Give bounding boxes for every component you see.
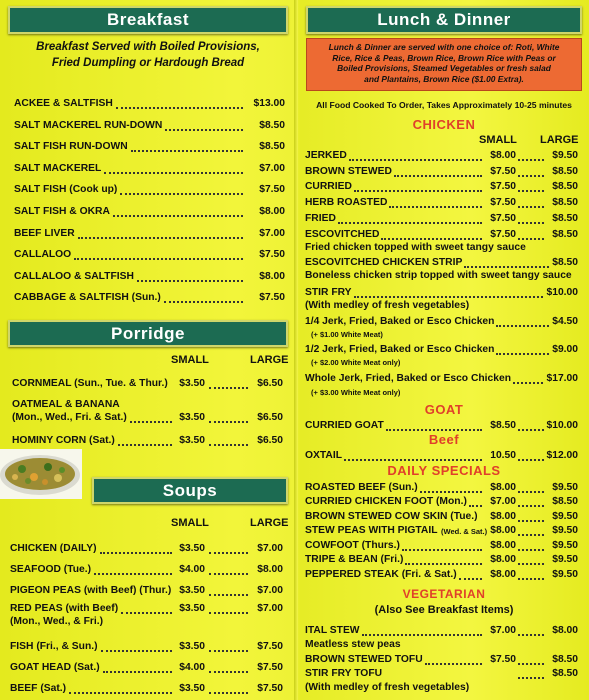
dot-leader <box>425 663 482 665</box>
porridge-item-large: $6.50 <box>257 435 283 446</box>
whole-note: (+ $3.00 White Meat only) <box>311 388 401 397</box>
chicken-item-small: $7.50 <box>490 213 516 224</box>
dot-leader <box>209 612 248 614</box>
chicken-small-label: SMALL <box>479 134 517 146</box>
dot-leader <box>338 222 482 224</box>
special-item-name: COWFOOT (Thurs.) <box>305 540 400 551</box>
dot-leader <box>518 549 544 551</box>
veg-item-name: STIR FRY TOFU <box>305 668 383 679</box>
special-item-small: $8.00 <box>490 569 516 580</box>
soup-item-name: SEAFOOD (Tue.) <box>10 564 92 575</box>
dot-leader <box>389 206 482 208</box>
dot-leader <box>78 237 243 239</box>
dot-leader <box>131 150 243 152</box>
veg-item-small: $7.00 <box>490 625 516 636</box>
dot-leader <box>209 650 248 652</box>
veg-item-large: $8.50 <box>552 668 578 679</box>
tofu-note: (With medley of fresh vegetables) <box>305 682 470 693</box>
whole-chicken-name: Whole Jerk, Fried, Baked or Esco Chicken <box>305 373 512 384</box>
breakfast-item-name: CALLALOO <box>14 249 72 260</box>
porridge-large-label: LARGE <box>250 354 289 366</box>
soup-item-large: $7.00 <box>257 585 283 596</box>
dot-leader <box>344 459 482 461</box>
breakfast-item-price: $7.50 <box>259 249 285 260</box>
soup-item-small: $3.50 <box>179 683 205 694</box>
stirfry-item-price: $10.00 <box>546 287 578 298</box>
dot-leader <box>518 505 544 507</box>
chicken-item-large: $8.50 <box>552 213 578 224</box>
stirfry-note: (With medley of fresh vegetables) <box>305 300 470 311</box>
chicken-item-small: $7.50 <box>490 166 516 177</box>
special-item-name: CURRIED CHICKEN FOOT (Mon.) <box>305 496 467 507</box>
special-item-small: $8.00 <box>490 540 516 551</box>
soup-item-small: $3.50 <box>179 641 205 652</box>
soups-header: Soups <box>92 477 288 504</box>
chicken-title: CHICKEN <box>412 117 476 132</box>
dot-leader <box>209 594 248 596</box>
dot-leader <box>209 421 248 423</box>
lunch-intro-box <box>306 38 582 91</box>
chicken-item-small: $7.50 <box>490 197 516 208</box>
porridge-header: Porridge <box>8 320 288 347</box>
dot-leader <box>518 206 544 208</box>
breakfast-subtitle-2: Fried Dumpling or Hardough Bread <box>51 57 245 69</box>
special-item-name: STEW PEAS WITH PIGTAIL <box>305 525 438 536</box>
cooked-note: All Food Cooked To Order, Takes Approximately 10-25 minutes <box>316 100 572 110</box>
chicken-item-name: JERKED <box>305 150 347 161</box>
special-item-name: ROASTED BEEF (Sun.) <box>305 482 418 493</box>
breakfast-item-price: $8.00 <box>259 271 285 282</box>
strip-note: Boneless chicken strip topped with sweet tangy sauce <box>305 270 572 281</box>
dot-leader <box>349 159 482 161</box>
dot-leader <box>386 429 482 431</box>
breakfast-subtitle-1: Breakfast Served with Boiled Provisions, <box>36 41 260 53</box>
chicken-item-name: HERB ROASTED <box>305 197 388 208</box>
dot-leader <box>464 266 549 268</box>
dot-leader <box>354 296 543 298</box>
specials-title: DAILY SPECIALS <box>387 463 501 478</box>
breakfast-item-name: ACKEE & SALTFISH <box>14 98 113 109</box>
dot-leader <box>518 159 544 161</box>
chicken-item-large: $8.50 <box>552 166 578 177</box>
goat-title: GOAT <box>424 402 464 417</box>
beef-item-small: 10.50 <box>490 450 516 461</box>
dot-leader <box>121 612 172 614</box>
soup-item-small: $3.50 <box>179 543 205 554</box>
dot-leader <box>354 190 482 192</box>
dot-leader <box>518 175 544 177</box>
breakfast-item-price: $7.00 <box>259 228 285 239</box>
dot-leader <box>209 692 248 694</box>
dot-leader <box>420 491 482 493</box>
soup-item-name: BEEF (Sat.) <box>10 683 67 694</box>
dot-leader <box>518 563 544 565</box>
breakfast-header: Breakfast <box>8 6 288 34</box>
dot-leader <box>381 238 482 240</box>
breakfast-item-name: CABBAGE & SALTFISH (Sun.) <box>14 292 161 303</box>
dot-leader <box>137 280 243 282</box>
soup-item-small: $4.00 <box>179 564 205 575</box>
lunch-intro-1: Lunch & Dinner are served with one choice of: Roti, White <box>328 42 560 52</box>
soup-item-name: CHICKEN (DAILY) <box>10 543 97 554</box>
veg-item-name: BROWN STEWED TOFU <box>305 654 423 665</box>
breakfast-item-name: SALT FISH (Cook up) <box>14 184 118 195</box>
dot-leader <box>518 677 544 679</box>
soup-item-large: $8.00 <box>257 564 283 575</box>
special-item-small: $8.00 <box>490 525 516 536</box>
column-divider <box>294 0 298 700</box>
porridge-item-name: (Mon., Wed., Fri. & Sat.) <box>12 412 127 423</box>
special-item-large: $9.50 <box>552 525 578 536</box>
dot-leader <box>116 107 243 109</box>
dot-leader <box>394 175 482 177</box>
soup-item-large: $7.50 <box>257 641 283 652</box>
soup-item-large: $7.50 <box>257 662 283 673</box>
stirfry-item-name: STIR FRY <box>305 287 352 298</box>
whole-chicken-price: $17.00 <box>546 373 578 384</box>
soup-bowl-image <box>0 449 82 499</box>
breakfast-item-name: SALT FISH & OKRA <box>14 206 110 217</box>
soup-item-large: $7.50 <box>257 683 283 694</box>
dot-leader <box>518 663 544 665</box>
dot-leader <box>130 421 172 423</box>
soup-item-small: $4.00 <box>179 662 205 673</box>
strip-item-name: ESCOVITCHED CHICKEN STRIP <box>305 257 463 268</box>
dot-leader <box>209 552 248 554</box>
chicken-item-small: $7.50 <box>490 181 516 192</box>
veg-item-large: $8.00 <box>552 625 578 636</box>
quarter-chicken-price: $4.50 <box>552 316 578 327</box>
veg-item-name: ITAL STEW <box>305 625 360 636</box>
dot-leader <box>518 190 544 192</box>
veg-item-small: $7.50 <box>490 654 516 665</box>
dot-leader <box>103 671 172 673</box>
soup-item-name: RED PEAS (with Beef) <box>10 603 119 614</box>
dot-leader <box>518 459 544 461</box>
breakfast-item-name: SALT FISH RUN-DOWN <box>14 141 128 152</box>
dot-leader <box>100 552 172 554</box>
dot-leader <box>459 578 482 580</box>
chicken-item-large: $8.50 <box>552 229 578 240</box>
soup-item-name: PIGEON PEAS (with Beef) (Thur.) <box>10 585 172 596</box>
dot-leader <box>518 238 544 240</box>
dot-leader <box>164 301 243 303</box>
soup-item-small: $3.50 <box>179 585 205 596</box>
dot-leader <box>104 172 243 174</box>
dot-leader <box>69 692 172 694</box>
vegetarian-title: VEGETARIAN <box>402 587 486 601</box>
goat-item-small: $8.50 <box>490 420 516 431</box>
special-item-large: $9.50 <box>552 569 578 580</box>
soup-item-large: $7.00 <box>257 543 283 554</box>
chicken-item-name: CURRIED <box>305 181 352 192</box>
soup-item-small: $3.50 <box>179 603 205 614</box>
dot-leader <box>518 429 544 431</box>
beef-item-large: $12.00 <box>546 450 578 461</box>
chicken-item-small: $7.50 <box>490 229 516 240</box>
special-item-large: $9.50 <box>552 482 578 493</box>
breakfast-item-price: $8.50 <box>259 120 285 131</box>
chicken-item-large: $8.50 <box>552 197 578 208</box>
porridge-item-name: OATMEAL & BANANA <box>12 399 120 410</box>
goat-item-name: CURRIED GOAT <box>305 420 384 431</box>
beef-title: Beef <box>428 432 460 447</box>
lunch-intro-3: Boiled Provisions, Steamed Vegetables or fresh salad <box>337 63 551 73</box>
dot-leader <box>74 258 243 260</box>
vegetarian-subtitle: (Also See Breakfast Items) <box>374 604 514 616</box>
dot-leader <box>513 382 543 384</box>
breakfast-item-name: BEEF LIVER <box>14 228 75 239</box>
special-item-name: PEPPERED STEAK (Fri. & Sat.) <box>305 569 457 580</box>
dot-leader <box>113 215 243 217</box>
soup-item-large: $7.00 <box>257 603 283 614</box>
dot-leader <box>101 650 172 652</box>
porridge-item-small: $3.50 <box>179 378 205 389</box>
breakfast-item-name: CALLALOO & SALTFISH <box>14 271 134 282</box>
quarter-note: (+ $1.00 White Meat) <box>311 330 383 339</box>
special-item-large: $8.50 <box>552 496 578 507</box>
dot-leader <box>209 671 248 673</box>
dot-leader <box>518 534 544 536</box>
half-chicken-price: $9.00 <box>552 344 578 355</box>
porridge-item-large: $6.50 <box>257 412 283 423</box>
breakfast-item-price: $13.00 <box>253 98 285 109</box>
porridge-item-small: $3.50 <box>179 435 205 446</box>
soup-item-name: FISH (Fri., & Sun.) <box>10 641 98 652</box>
breakfast-item-price: $7.50 <box>259 292 285 303</box>
quarter-chicken-name: 1/4 Jerk, Fried, Baked or Esco Chicken <box>305 316 495 327</box>
breakfast-item-name: SALT MACKEREL <box>14 163 102 174</box>
dot-leader <box>94 573 172 575</box>
dot-leader <box>118 444 172 446</box>
dot-leader <box>405 563 482 565</box>
soup-item-name: GOAT HEAD (Sat.) <box>10 662 100 673</box>
soup-item-name: (Mon., Wed., & Fri.) <box>10 616 104 627</box>
lunch-header: Lunch & Dinner <box>306 6 582 34</box>
soups-small-label: SMALL <box>171 517 209 529</box>
breakfast-item-price: $7.50 <box>259 184 285 195</box>
special-item-name: TRIPE & BEAN (Fri.) <box>305 554 404 565</box>
breakfast-item-name: SALT MACKEREL RUN-DOWN <box>14 120 163 131</box>
special-item-small: $8.00 <box>490 554 516 565</box>
ital-note: Meatless stew peas <box>305 639 401 650</box>
half-chicken-name: 1/2 Jerk, Fried, Baked or Esco Chicken <box>305 344 495 355</box>
dot-leader <box>518 222 544 224</box>
half-note: (+ $2.00 White Meat only) <box>311 358 401 367</box>
special-item-note: (Wed. & Sat.) <box>441 527 488 536</box>
dot-leader <box>496 353 549 355</box>
dot-leader <box>518 578 544 580</box>
porridge-item-name: HOMINY CORN (Sat.) <box>12 435 115 446</box>
dot-leader <box>518 520 544 522</box>
porridge-item-large: $6.50 <box>257 378 283 389</box>
breakfast-item-price: $8.50 <box>259 141 285 152</box>
chicken-item-name: ESCOVITCHED <box>305 229 380 240</box>
lunch-intro-2: Rice, Rice & Peas, Brown Rice, Brown Rice with Peas or <box>332 52 556 63</box>
lunch-intro-4: and Plantains, Brown Rice ($1.00 Extra). <box>364 73 524 84</box>
dot-leader <box>120 193 243 195</box>
dot-leader <box>518 634 544 636</box>
dot-leader <box>402 549 482 551</box>
porridge-item-small: $3.50 <box>179 412 205 423</box>
special-item-small: $8.00 <box>490 511 516 522</box>
dot-leader <box>165 129 243 131</box>
fried-note: Fried chicken topped with sweet tangy sauce <box>305 242 526 253</box>
dot-leader <box>496 325 549 327</box>
goat-item-large: $10.00 <box>546 420 578 431</box>
chicken-item-small: $8.00 <box>490 150 516 161</box>
dot-leader <box>209 387 248 389</box>
breakfast-item-price: $8.00 <box>259 206 285 217</box>
dot-leader <box>518 491 544 493</box>
soups-large-label: LARGE <box>250 517 289 529</box>
special-item-small: $8.00 <box>490 482 516 493</box>
chicken-large-label: LARGE <box>540 134 579 146</box>
special-item-large: $9.50 <box>552 554 578 565</box>
breakfast-item-price: $7.00 <box>259 163 285 174</box>
chicken-item-large: $8.50 <box>552 181 578 192</box>
dot-leader <box>469 505 482 507</box>
dot-leader <box>362 634 482 636</box>
strip-item-price: $8.50 <box>552 257 578 268</box>
chicken-item-name: BROWN STEWED <box>305 166 392 177</box>
chicken-item-name: FRIED <box>305 213 336 224</box>
special-item-large: $9.50 <box>552 511 578 522</box>
porridge-item-name: CORNMEAL (Sun., Tue. & Thur.) <box>12 378 168 389</box>
porridge-small-label: SMALL <box>171 354 209 366</box>
dot-leader <box>209 444 248 446</box>
special-item-small: $7.00 <box>490 496 516 507</box>
special-item-name: BROWN STEWED COW SKIN (Tue.) <box>305 511 478 522</box>
beef-item-name: OXTAIL <box>305 450 342 461</box>
chicken-item-large: $9.50 <box>552 150 578 161</box>
special-item-large: $9.50 <box>552 540 578 551</box>
dot-leader <box>209 573 248 575</box>
veg-item-large: $8.50 <box>552 654 578 665</box>
